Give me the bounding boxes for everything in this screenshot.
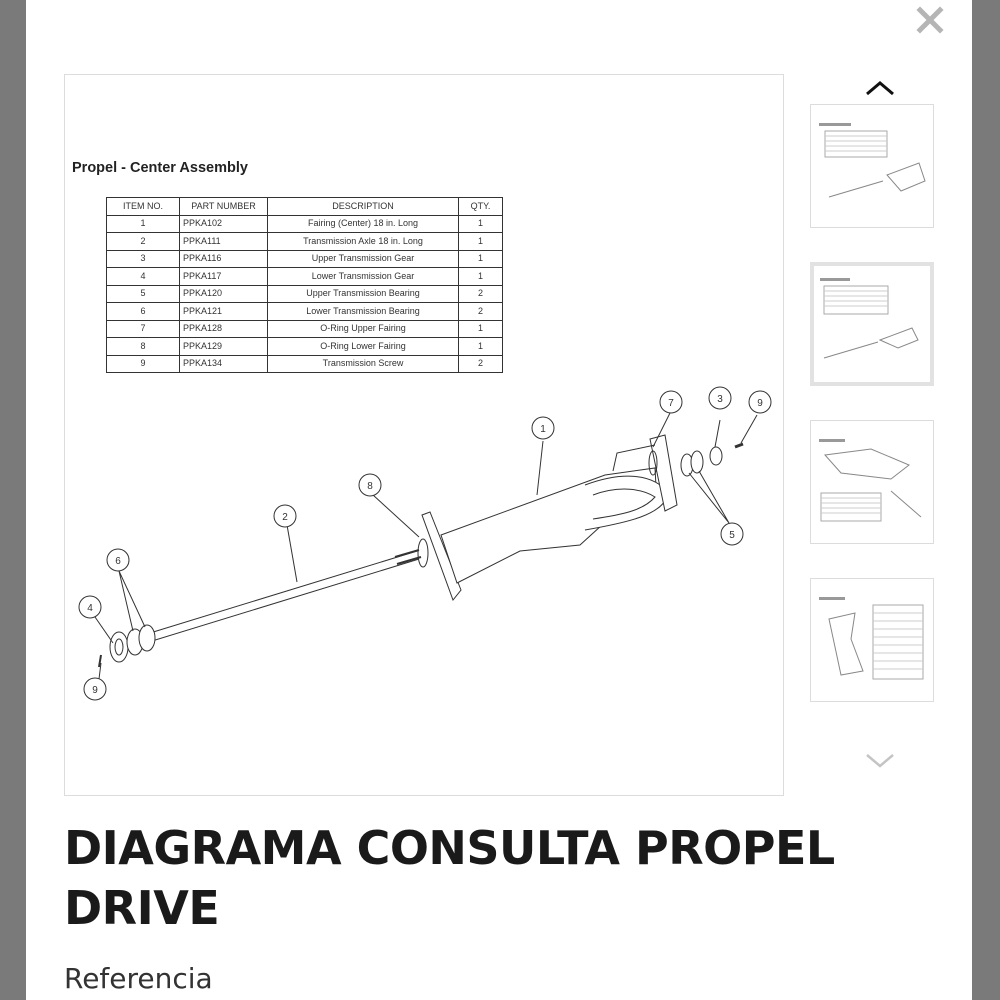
- header-item-no: ITEM NO.: [107, 198, 180, 216]
- thumbnail-2-preview: [814, 266, 930, 382]
- part-number: PPKA117: [180, 268, 268, 286]
- leader-8: [373, 495, 419, 537]
- leader-4: [95, 617, 113, 643]
- header-description: DESCRIPTION: [268, 198, 459, 216]
- item-no: 5: [107, 285, 180, 303]
- description: Upper Transmission Gear: [268, 250, 459, 268]
- thumbnails-down-button[interactable]: [860, 746, 900, 774]
- item-no: 1: [107, 215, 180, 233]
- leader-5: [689, 471, 729, 523]
- thumbnail-4-preview: [811, 579, 933, 701]
- description: Fairing (Center) 18 in. Long: [268, 215, 459, 233]
- upper-screw: [735, 444, 743, 447]
- fairing-top-edge: [613, 445, 655, 471]
- item-no: 9: [107, 355, 180, 373]
- header-qty: QTY.: [459, 198, 503, 216]
- qty: 1: [459, 250, 503, 268]
- qty: 1: [459, 268, 503, 286]
- chevron-up-icon: [865, 80, 895, 96]
- lower-gear: [110, 632, 128, 662]
- part-number: PPKA102: [180, 215, 268, 233]
- item-no: 8: [107, 338, 180, 356]
- thumbnails-up-button[interactable]: [860, 74, 900, 102]
- thumbnail-3[interactable]: [810, 420, 934, 544]
- product-image-modal: [26, 0, 972, 1000]
- callout-5: 5: [729, 530, 735, 541]
- thumbnail-1-preview: [811, 105, 933, 227]
- part-number: PPKA121: [180, 303, 268, 321]
- exploded-drawing: [65, 75, 784, 796]
- qty: 2: [459, 285, 503, 303]
- description: Transmission Axle 18 in. Long: [268, 233, 459, 251]
- callout-1: 1: [540, 424, 546, 435]
- description: O-Ring Lower Fairing: [268, 338, 459, 356]
- part-number: PPKA129: [180, 338, 268, 356]
- transmission-axle: [150, 551, 419, 641]
- qty: 1: [459, 320, 503, 338]
- item-no: 3: [107, 250, 180, 268]
- leader-9a: [741, 415, 757, 443]
- qty: 1: [459, 338, 503, 356]
- lower-bearing-b: [139, 625, 155, 651]
- callout-6: 6: [115, 556, 121, 567]
- qty: 1: [459, 233, 503, 251]
- part-number: PPKA128: [180, 320, 268, 338]
- upper-gear: [710, 447, 722, 465]
- close-button[interactable]: [910, 0, 950, 40]
- description: Lower Transmission Gear: [268, 268, 459, 286]
- item-no: 7: [107, 320, 180, 338]
- thumbnail-4[interactable]: [810, 578, 934, 702]
- diagram-title: Propel - Center Assembly: [72, 160, 248, 176]
- upper-bearing-b: [691, 451, 703, 473]
- qty: 1: [459, 215, 503, 233]
- callout-3: 3: [717, 394, 723, 405]
- leader-6: [119, 571, 145, 631]
- callout-9b: 9: [92, 685, 98, 696]
- lower-o-ring: [418, 539, 428, 567]
- leader-1: [537, 441, 543, 495]
- part-number: PPKA111: [180, 233, 268, 251]
- description: Upper Transmission Bearing: [268, 285, 459, 303]
- close-icon: [916, 6, 944, 34]
- description: O-Ring Upper Fairing: [268, 320, 459, 338]
- item-no: 4: [107, 268, 180, 286]
- product-title: DIAGRAMA CONSULTA PROPEL DRIVE: [64, 821, 835, 935]
- item-no: 2: [107, 233, 180, 251]
- part-number: PPKA116: [180, 250, 268, 268]
- leader-3: [715, 420, 720, 447]
- chevron-down-icon: [865, 752, 895, 768]
- fairing-handle: [585, 476, 668, 530]
- thumbnail-3-preview: [811, 421, 933, 543]
- description: Transmission Screw: [268, 355, 459, 373]
- reference-label: Referencia: [64, 962, 213, 995]
- description: Lower Transmission Bearing: [268, 303, 459, 321]
- callout-8: 8: [367, 481, 373, 492]
- main-diagram-image: [64, 74, 784, 796]
- thumbnail-2[interactable]: [810, 262, 934, 386]
- part-number: PPKA120: [180, 285, 268, 303]
- leader-2: [287, 525, 297, 582]
- thumbnail-1[interactable]: [810, 104, 934, 228]
- qty: 2: [459, 303, 503, 321]
- part-number: PPKA134: [180, 355, 268, 373]
- callout-2: 2: [282, 512, 288, 523]
- header-part-number: PART NUMBER: [180, 198, 268, 216]
- item-no: 6: [107, 303, 180, 321]
- callout-7: 7: [668, 398, 674, 409]
- qty: 2: [459, 355, 503, 373]
- callout-9a: 9: [757, 398, 763, 409]
- callout-4: 4: [87, 603, 93, 614]
